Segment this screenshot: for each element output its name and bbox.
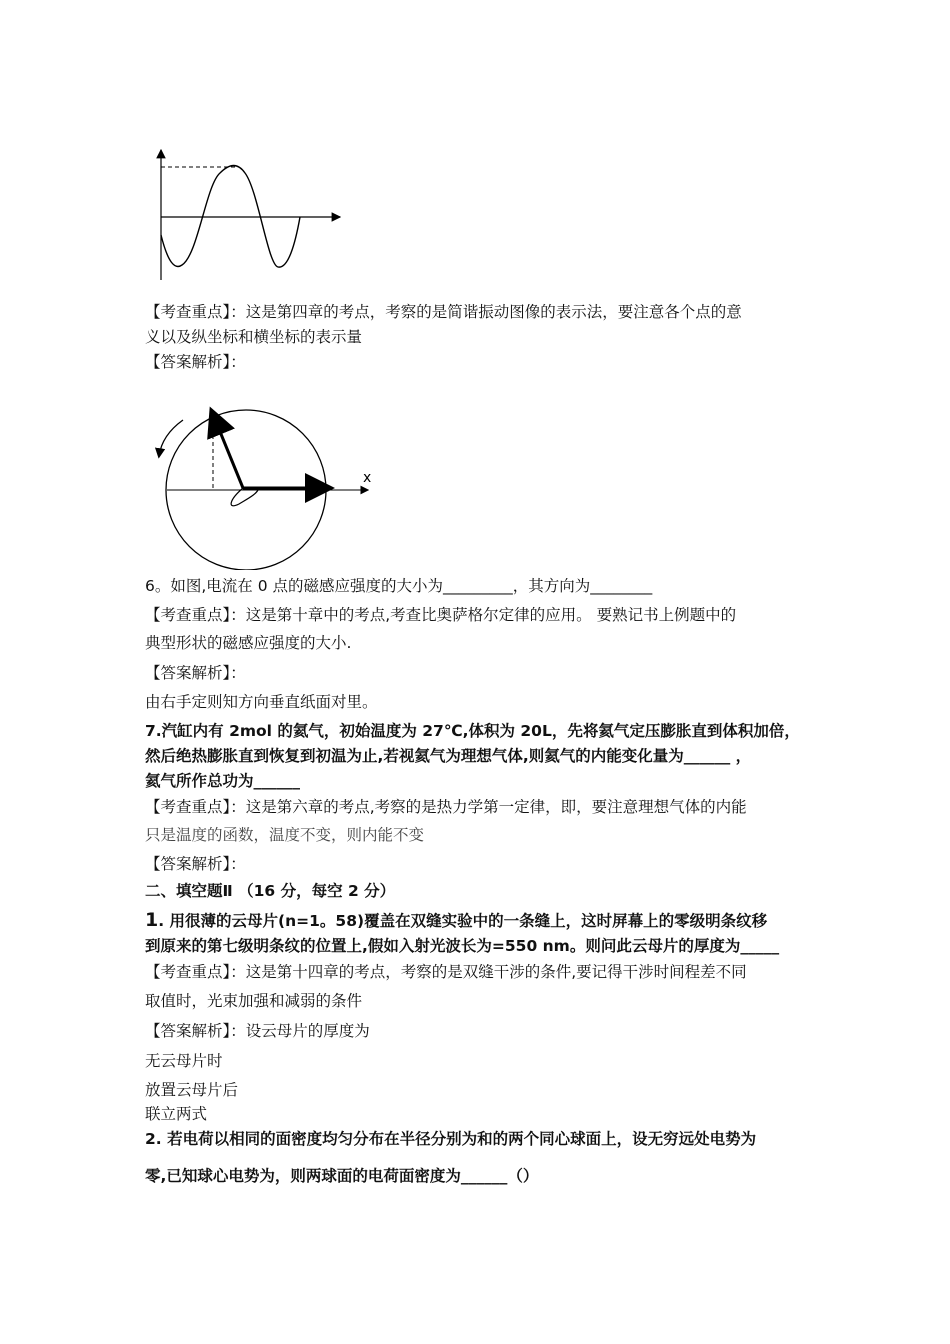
s2q1-answer-label: 【答案解析】：设云母片的厚度为 [145,1022,370,1040]
s2q1-answer-line-1: 无云母片时 [145,1052,223,1070]
sine-focus-text: 【考查重点】：这是第四章的考点，考察的是简谐振动图像的表示法，要注意各个点的意 [145,303,742,321]
vector-rotated [212,412,243,488]
sine-answer-label: 【答案解析】： [145,353,246,371]
s2-question-2: 2. 若电荷以相同的面密度均匀分布在半径分别为和的两个同心球面上，设无穷远处电势为 [145,1130,757,1148]
s2-question-1-line2: 到原来的第七级明条纹的位置上,假如入射光波长为=550 nm。则问此云母片的厚度为_____ [145,937,780,955]
sine-focus-text-cont: 义以及纵坐标和横坐标的表示量 [145,328,363,346]
sine-wave-figure [150,145,350,285]
question-7-line3: 氦气所作总功为______ [145,772,301,790]
sine-curve [161,166,300,268]
s2-question-1-text: . 用很薄的云母片(n=1。58)覆盖在双缝实验中的一条缝上，这时屏幕上的零级明条纹移 [158,912,768,930]
q7-focus-cont: 只是温度的函数，温度不变，则内能不变 [145,826,425,844]
section-2-heading: 二、填空题Ⅱ （16 分，每空 2 分） [145,882,396,900]
s2-question-2-line2: 零,已知球心电势为，则两球面的电荷面密度为______（） [145,1167,539,1185]
s2-question-1-number: 1 [145,909,159,931]
s2-question-1 [145,910,767,931]
question-7-line2: 然后绝热膨胀直到恢复到初温为止,若视氦气为理想气体,则氦气的内能变化量为______ ， [145,747,752,765]
s2q1-answer-line-3: 联立两式 [145,1105,208,1123]
question-7: 7.汽缸内有 2mol 的氦气，初始温度为 27℃,体积为 20L，先将氦气定压膨胀直到体积加倍， [145,722,800,740]
question-6: 6。如图,电流在 0 点的磁感应强度的大小为_________，其方向为________ [145,577,653,595]
q6-answer-text: 由右手定则知方向垂直纸面对里。 [145,693,378,711]
rotating-vector-figure [145,400,385,570]
q6-focus: 【考查重点】：这是第十章中的考点,考查比奥萨格尔定律的应用。 要熟记书上例题中的 [145,606,737,624]
s2q1-focus: 【考查重点】：这是第十四章的考点，考察的是双缝干涉的条件,要记得干涉时间程差不同 [145,963,747,981]
q7-answer-label: 【答案解析】： [145,855,246,873]
q6-focus-cont: 典型形状的磁感应强度的大小. [145,634,352,652]
rotation-arrow [159,420,183,456]
s2q1-focus-cont: 取值时，光束加强和减弱的条件 [145,992,363,1010]
q7-focus: 【考查重点】：这是第六章的考点,考察的是热力学第一定律，即，要注意理想气体的内能 [145,798,747,816]
phase-angle-arc [231,488,259,506]
x-axis-label: x [363,470,372,486]
s2q1-answer-line-2: 放置云母片后 [145,1081,239,1099]
q6-answer-label: 【答案解析】： [145,664,246,682]
